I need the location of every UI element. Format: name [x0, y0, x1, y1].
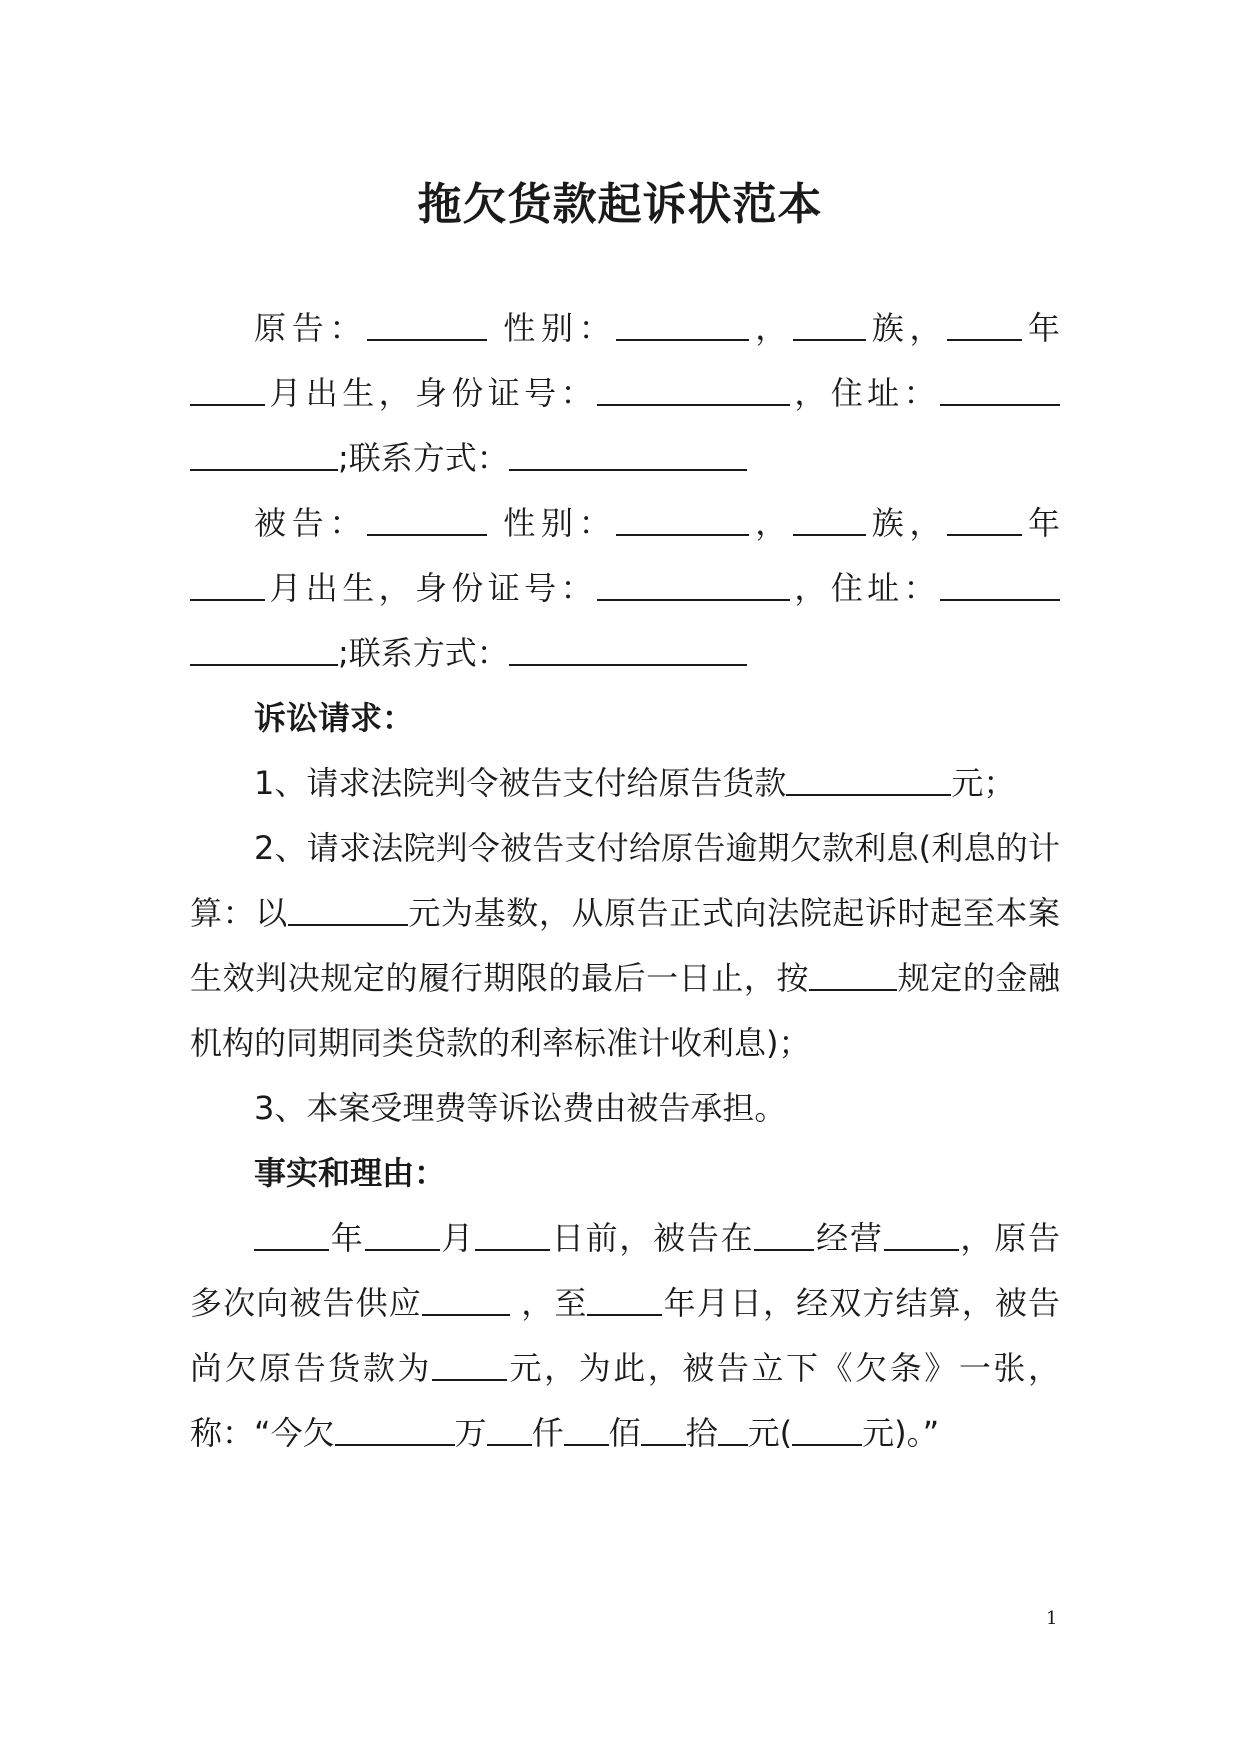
facts-bai-blank [564, 1414, 609, 1446]
facts-year-label: 年 [329, 1219, 365, 1257]
plaintiff-ethnic-blank [793, 309, 866, 341]
facts-until-label: ，至 [509, 1284, 588, 1322]
facts-yuan-figure-blank [792, 1414, 862, 1446]
address-label: ，住址： [789, 569, 940, 607]
facts-end-label: 元)。” [862, 1414, 940, 1452]
plaintiff-gender-label: 性别： [487, 309, 617, 347]
facts-iou-label: 元，为此，被告立下《欠条》一张，称：“今欠 [190, 1349, 1060, 1452]
plaintiff-paragraph [190, 296, 1060, 491]
facts-operate-label: 经营 [814, 1219, 884, 1257]
document-title: 拖欠货款起诉状范本 [417, 179, 823, 230]
facts-settle-label: 年月日，经双方结算，被告尚欠原告货款为 [190, 1284, 1060, 1387]
facts-day-label: 日前，被告在 [550, 1219, 755, 1257]
facts-day-blank [475, 1219, 550, 1251]
separator-text: ， [749, 309, 793, 347]
defendant-name-blank [367, 504, 487, 536]
plaintiff-id-blank [597, 374, 790, 406]
facts-place-blank [754, 1219, 814, 1251]
claim-item-3: 3、本案受理费等诉讼费由被告承担。 [254, 1089, 787, 1127]
contact-label: ;联系方式： [338, 439, 509, 477]
ethnic-label: 族， [865, 309, 948, 347]
plaintiff-gender-blank [616, 309, 749, 341]
defendant-address-blank-1 [940, 569, 1060, 601]
born-id-label: 月出生，身份证号： [265, 569, 597, 607]
plaintiff-contact-blank [509, 439, 747, 471]
facts-paragraph [190, 1206, 1060, 1466]
facts-bai-label: 佰 [608, 1414, 641, 1452]
contact-label: ;联系方式： [338, 634, 509, 672]
facts-qian-blank [487, 1414, 532, 1446]
plaintiff-address-blank-1 [940, 374, 1060, 406]
facts-yuan-blank [718, 1414, 748, 1446]
year-label: 年 [1022, 504, 1060, 542]
defendant-gender-label: 性别： [487, 504, 617, 542]
facts-shi-label: 拾 [685, 1414, 718, 1452]
facts-heading: 事实和理由： [254, 1154, 447, 1192]
facts-supply-label: ，原告多次向被告供应 [190, 1219, 1060, 1322]
defendant-paragraph [190, 491, 1060, 686]
claim-2-text-c: 规定的金融机构的同期同类贷款的利率标准计收利息)； [190, 959, 1060, 1062]
defendant-contact-blank [509, 634, 747, 666]
plaintiff-address-blank-2 [190, 439, 338, 471]
facts-qian-label: 仟 [531, 1414, 564, 1452]
plaintiff-name-blank [367, 309, 487, 341]
plaintiff-birth-month-blank [190, 374, 265, 406]
defendant-gender-blank [616, 504, 749, 536]
page-number: 1 [1046, 1608, 1058, 1629]
facts-wan-blank [335, 1414, 455, 1446]
facts-shi-blank [641, 1414, 686, 1446]
claim-1-unit: 元； [951, 764, 1016, 802]
claim-1-amount-blank [786, 764, 951, 796]
ethnic-label: 族， [865, 504, 948, 542]
facts-owed-amount-blank [432, 1349, 507, 1381]
claims-heading: 诉讼请求： [254, 699, 415, 737]
facts-month-label: 月 [439, 1219, 476, 1257]
claim-item-2 [190, 816, 1060, 1076]
claim-2-rate-blank [809, 959, 897, 991]
claim-2-text-b: 元为基数，从原告正式向法院起诉时起至本案生效判决规定的履行期限的最后一日止，按 [190, 894, 1060, 997]
facts-settle-year-blank [587, 1284, 662, 1316]
facts-wan-label: 万 [454, 1414, 487, 1452]
claim-1-text: 1、请求法院判令被告支付给原告货款 [254, 764, 787, 802]
defendant-birth-year-blank [947, 504, 1022, 536]
facts-goods-blank [422, 1284, 510, 1316]
facts-month-blank [365, 1219, 440, 1251]
year-label: 年 [1022, 309, 1060, 347]
facts-yuan-label: 元( [747, 1414, 793, 1452]
facts-year-blank [254, 1219, 329, 1251]
separator-text: ， [749, 504, 793, 542]
plaintiff-birth-year-blank [947, 309, 1022, 341]
defendant-ethnic-blank [793, 504, 866, 536]
facts-business-blank [884, 1219, 959, 1251]
defendant-label: 被告： [254, 504, 368, 542]
document-body [190, 296, 1060, 1466]
defendant-id-blank [597, 569, 790, 601]
claim-item-1 [190, 751, 1060, 816]
defendant-birth-month-blank [190, 569, 265, 601]
address-label: ，住址： [789, 374, 940, 412]
claim-2-base-blank [288, 894, 408, 926]
plaintiff-label: 原告： [254, 309, 368, 347]
defendant-address-blank-2 [190, 634, 338, 666]
claim-2-text-a: 2、请求法院判令被告支付给原告逾期欠款利息(利息的计算：以 [190, 829, 1060, 932]
born-id-label: 月出生，身份证号： [265, 374, 597, 412]
